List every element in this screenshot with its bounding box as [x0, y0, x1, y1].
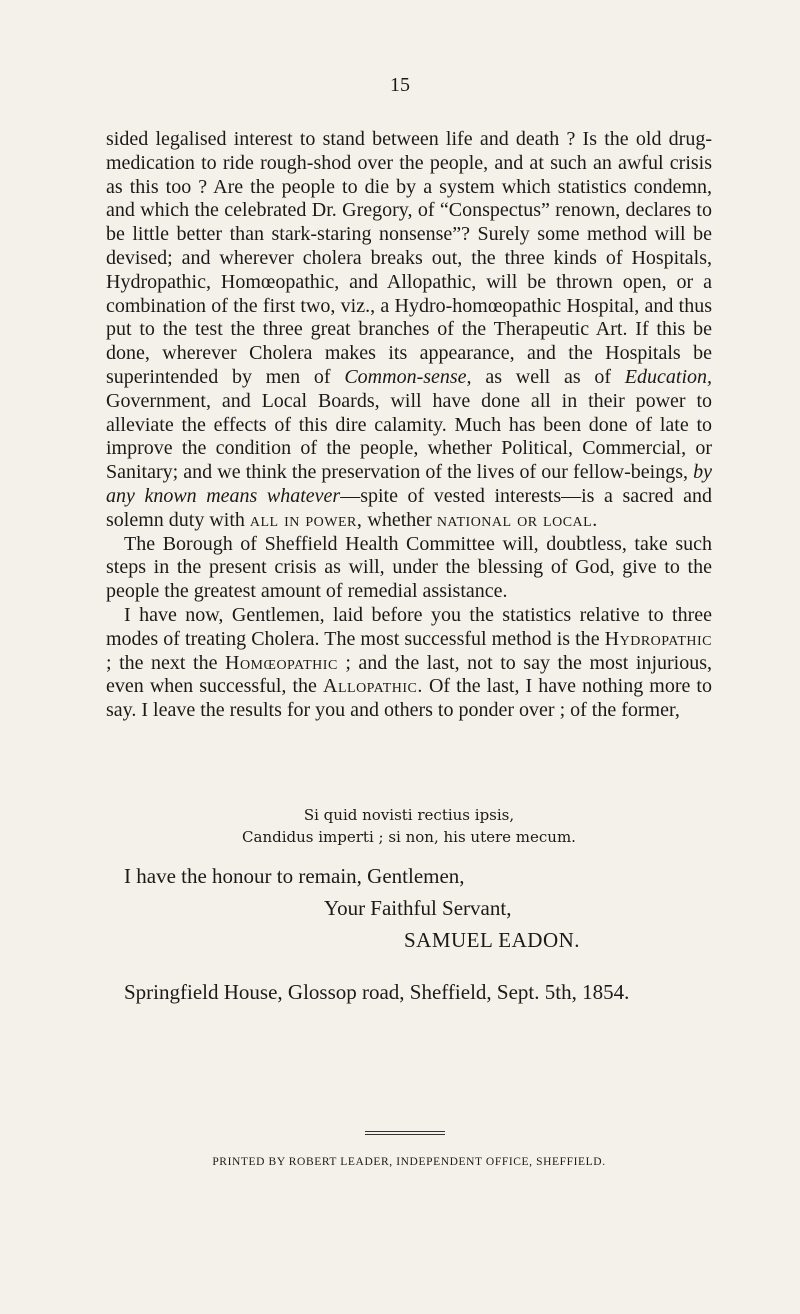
paragraph-1-smallcaps-2: national or local.	[436, 508, 598, 531]
page-number: 15	[390, 74, 410, 96]
paragraph-1-italic-1: Common-sense,	[344, 365, 472, 388]
paragraph-3-text: I have now, Gentlemen, laid before you the statistics relative to three modes of treating Cholera. The most successful method is the	[106, 603, 712, 650]
paragraph-3-text: ; and the last, not to say the most injurious, even when successful, the	[106, 651, 713, 698]
paragraph-1-text: as well as of	[471, 365, 625, 388]
closing	[106, 860, 712, 956]
paragraph-1-italic-2: Education,	[624, 365, 713, 388]
paragraph-1-text: whether	[362, 508, 437, 531]
paragraph-2: The Borough of Sheffield Health Committee will, doubtless, take such steps in the present crisis as will, under the blessing of God, give to the people the greatest amount of remedial assistance.	[106, 532, 712, 603]
closing-line-1: I have the honour to remain, Gentlemen,	[124, 864, 465, 888]
paragraph-3-smallcaps-2: Homœopathic	[225, 651, 338, 674]
divider-rule	[365, 1131, 445, 1135]
paragraph-1-text: Government, and Local Boards, will have done all in their power to alleviate the effects of this dire calamity. Much has been done of late to improve the condition of the people, whether Political, Commercial, or Sanitary; and we think the preservation of the lives of our fellow-beings,	[106, 389, 712, 484]
closing-line-2: Your Faithful Servant,	[324, 896, 512, 920]
latin-quotation	[106, 804, 712, 848]
paragraph-3-text: ; the next the	[106, 651, 225, 674]
paragraph-1-italic-3: by any known means whatever	[106, 461, 712, 507]
paragraph-3-text: Of the last, I have nothing more to say. I leave the results for you and others to ponder over ; of the former,	[106, 675, 712, 722]
body-text	[106, 128, 712, 723]
paragraph-1-text: sided legalised interest to stand between life and death ? Is the old drug-medication to ride rough-shod over the people, and at such an awful crisis as this too ? Are the people to die by a system which statistics condemn, and which the celebrated Dr. Gregory, of “Conspectus” renown, declares to be little better than stark-staring nonsense”? Surely some method will be devised; and wherever cholera breaks out, the three kinds of Hospitals, Hydropathic, Homœopathic, and Allopathic, will be thrown open, or a combination of the first two, viz., a Hydro-homœopathic Hospital, and thus put to the test the three great branches of the Therapeutic Art. If this be done, wherever Cholera makes its appearance, and the Hospitals be superintended by men of	[106, 128, 712, 388]
quote-line-1: Si quid novisti rectius ipsis,	[303, 806, 515, 824]
paragraph-1	[106, 128, 712, 533]
paragraph-3-smallcaps-1: Hydropathic	[604, 627, 712, 650]
address-date-line: Springfield House, Glossop road, Sheffield, Sept. 5th, 1854.	[124, 980, 630, 1004]
printer-imprint: PRINTED BY ROBERT LEADER, INDEPENDENT OFFICE, SHEFFIELD.	[212, 1156, 606, 1168]
paragraph-3	[106, 604, 712, 723]
signature: SAMUEL EADON.	[404, 928, 581, 952]
paragraph-1-smallcaps-1: all in power,	[249, 508, 363, 531]
quote-line-2: Candidus imperti ; si non, his utere mecum.	[242, 828, 576, 846]
paragraph-1-text: —spite of vested interests—is a sacred and solemn duty with	[106, 484, 712, 531]
paragraph-3-smallcaps-3: Allopathic.	[323, 675, 423, 698]
